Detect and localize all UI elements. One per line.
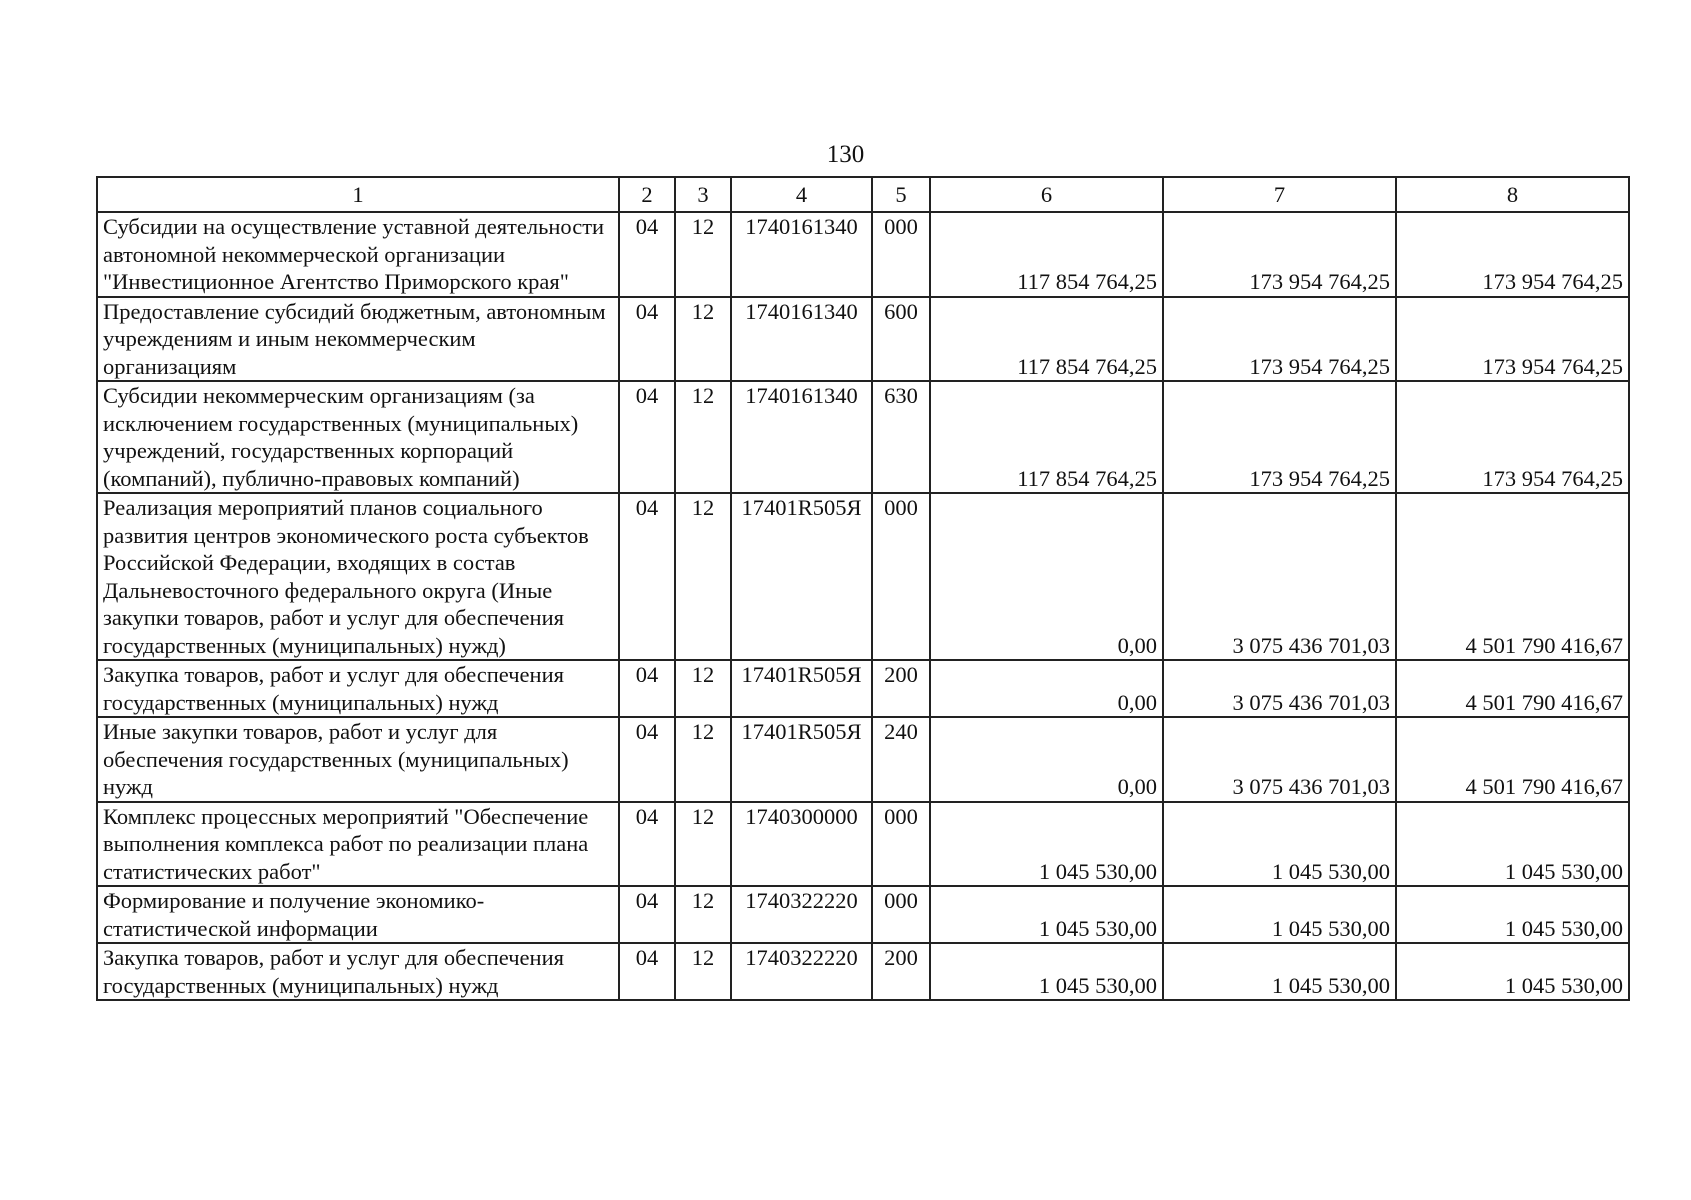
section-code: 04: [619, 660, 675, 717]
amount-col8: 173 954 764,25: [1396, 212, 1629, 297]
table-row: [97, 381, 1629, 493]
target-article-code: 1740161340: [731, 212, 872, 297]
amount-col6: 117 854 764,25: [930, 212, 1163, 297]
amount-col8: 1 045 530,00: [1396, 886, 1629, 943]
section-code: 04: [619, 886, 675, 943]
row-description: Субсидии на осуществление уставной деятельности автономной некоммерческой организации "Инвестиционное Агентство Приморского края": [97, 212, 619, 297]
amount-col7: 1 045 530,00: [1163, 943, 1396, 1000]
amount-col6: 1 045 530,00: [930, 802, 1163, 887]
expense-type-code: 200: [872, 943, 930, 1000]
amount-col7: 3 075 436 701,03: [1163, 660, 1396, 717]
header-cell: 8: [1396, 177, 1629, 212]
header-cell: 7: [1163, 177, 1396, 212]
expense-type-code: 630: [872, 381, 930, 493]
section-code: 04: [619, 381, 675, 493]
amount-col8: 4 501 790 416,67: [1396, 717, 1629, 802]
row-description: Иные закупки товаров, работ и услуг для обеспечения государственных (муниципальных) нужд: [97, 717, 619, 802]
subsection-code: 12: [675, 212, 731, 297]
section-code: 04: [619, 717, 675, 802]
header-cell: 1: [97, 177, 619, 212]
target-article-code: 17401R505Я: [731, 717, 872, 802]
page-number: 130: [826, 141, 865, 168]
table-row: [97, 297, 1629, 382]
amount-col8: 1 045 530,00: [1396, 802, 1629, 887]
amount-col6: 117 854 764,25: [930, 297, 1163, 382]
target-article-code: 1740322220: [731, 886, 872, 943]
target-article-code: 1740300000: [731, 802, 872, 887]
row-description: Закупка товаров, работ и услуг для обеспечения государственных (муниципальных) нужд: [97, 943, 619, 1000]
table-row: [97, 212, 1629, 297]
amount-col6: 0,00: [930, 660, 1163, 717]
expense-type-code: 200: [872, 660, 930, 717]
amount-col8: 173 954 764,25: [1396, 381, 1629, 493]
row-description: Предоставление субсидий бюджетным, автономным учреждениям и иным некоммерческим организациям: [97, 297, 619, 382]
amount-col7: 3 075 436 701,03: [1163, 493, 1396, 660]
table-row: [97, 943, 1629, 1000]
amount-col8: 4 501 790 416,67: [1396, 493, 1629, 660]
expense-type-code: 600: [872, 297, 930, 382]
target-article-code: 1740322220: [731, 943, 872, 1000]
amount-col6: 117 854 764,25: [930, 381, 1163, 493]
amount-col8: 173 954 764,25: [1396, 297, 1629, 382]
table-row: [97, 493, 1629, 660]
header-cell: 4: [731, 177, 872, 212]
table-header-row: [97, 177, 1629, 212]
expense-type-code: 000: [872, 802, 930, 887]
amount-col8: 4 501 790 416,67: [1396, 660, 1629, 717]
expense-type-code: 000: [872, 212, 930, 297]
amount-col7: 173 954 764,25: [1163, 297, 1396, 382]
amount-col8: 1 045 530,00: [1396, 943, 1629, 1000]
row-description: Формирование и получение экономико-статистической информации: [97, 886, 619, 943]
subsection-code: 12: [675, 717, 731, 802]
target-article-code: 1740161340: [731, 381, 872, 493]
subsection-code: 12: [675, 943, 731, 1000]
header-cell: 6: [930, 177, 1163, 212]
section-code: 04: [619, 212, 675, 297]
row-description: Субсидии некоммерческим организациям (за исключением государственных (муниципальных) учреждений, государственных корпораций (компаний), публично-правовых компаний): [97, 381, 619, 493]
subsection-code: 12: [675, 381, 731, 493]
subsection-code: 12: [675, 493, 731, 660]
header-cell: 5: [872, 177, 930, 212]
target-article-code: 17401R505Я: [731, 493, 872, 660]
amount-col7: 173 954 764,25: [1163, 212, 1396, 297]
amount-col7: 173 954 764,25: [1163, 381, 1396, 493]
header-cell: 3: [675, 177, 731, 212]
amount-col6: 1 045 530,00: [930, 886, 1163, 943]
expense-type-code: 240: [872, 717, 930, 802]
subsection-code: 12: [675, 660, 731, 717]
section-code: 04: [619, 802, 675, 887]
table-row: [97, 802, 1629, 887]
target-article-code: 17401R505Я: [731, 660, 872, 717]
subsection-code: 12: [675, 802, 731, 887]
table-row: [97, 660, 1629, 717]
table-row: [97, 886, 1629, 943]
amount-col7: 1 045 530,00: [1163, 802, 1396, 887]
expense-type-code: 000: [872, 886, 930, 943]
amount-col6: 0,00: [930, 493, 1163, 660]
table-row: [97, 717, 1629, 802]
row-description: Реализация мероприятий планов социального развития центров экономического роста субъектов Российской Федерации, входящих в состав Дальневосточного федерального округа (Иные закупки товаров, работ и услуг для обеспечения государственных (муниципальных) нужд): [97, 493, 619, 660]
amount-col6: 0,00: [930, 717, 1163, 802]
amount-col6: 1 045 530,00: [930, 943, 1163, 1000]
expense-type-code: 000: [872, 493, 930, 660]
target-article-code: 1740161340: [731, 297, 872, 382]
section-code: 04: [619, 493, 675, 660]
section-code: 04: [619, 297, 675, 382]
subsection-code: 12: [675, 886, 731, 943]
budget-table: [96, 176, 1630, 1001]
header-cell: 2: [619, 177, 675, 212]
amount-col7: 3 075 436 701,03: [1163, 717, 1396, 802]
amount-col7: 1 045 530,00: [1163, 886, 1396, 943]
row-description: Комплекс процессных мероприятий "Обеспечение выполнения комплекса работ по реализации плана статистических работ": [97, 802, 619, 887]
section-code: 04: [619, 943, 675, 1000]
row-description: Закупка товаров, работ и услуг для обеспечения государственных (муниципальных) нужд: [97, 660, 619, 717]
subsection-code: 12: [675, 297, 731, 382]
